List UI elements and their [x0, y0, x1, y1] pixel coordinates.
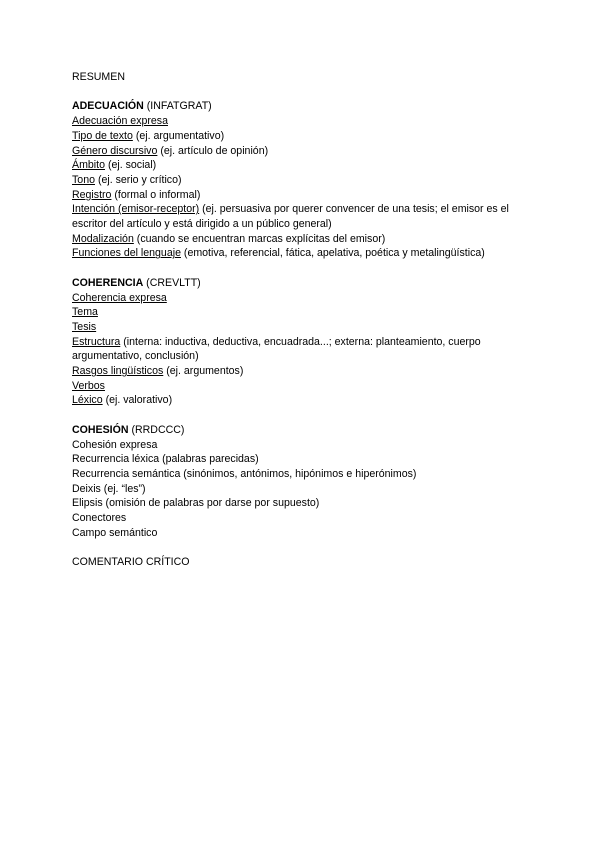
coherencia-item-estructura	[72, 335, 532, 364]
item-term: Coherencia expresa	[72, 291, 167, 304]
item-term: Registro	[72, 188, 112, 201]
item-term: Ámbito	[72, 159, 105, 172]
item-term: Género discursivo	[72, 144, 158, 157]
spacer	[72, 85, 532, 100]
item-term: Intención (emisor-receptor)	[72, 203, 200, 216]
spacer	[72, 540, 532, 555]
spacer	[72, 261, 532, 276]
resumen-title: RESUMEN	[72, 71, 125, 83]
coherencia-code: (CREVLTT)	[146, 276, 201, 289]
adecuacion-item-expresa	[72, 114, 532, 129]
adecuacion-item-modalizacion	[72, 232, 532, 247]
cohesion-item: Elipsis (omisión de palabras por darse por supuesto)	[72, 497, 320, 510]
item-desc: (ej. argumentos)	[166, 365, 244, 378]
item-desc: (interna: inductiva, deductiva, encuadrada...; externa: planteamiento, cuerpo argumentativo, conclusión)	[72, 335, 481, 363]
adecuacion-item-registro	[72, 188, 532, 203]
item-term: Estructura	[72, 335, 121, 348]
spacer	[72, 408, 532, 423]
adecuacion-item-tipo	[72, 129, 532, 144]
item-desc: (ej. serio y crítico)	[97, 173, 182, 186]
cohesion-item: Recurrencia léxica (palabras parecidas)	[72, 453, 259, 466]
coherencia-item-verbos	[72, 379, 532, 394]
item-term: Tono	[72, 173, 95, 186]
coherencia-title: COHERENCIA	[72, 276, 144, 289]
item-term: Tesis	[72, 320, 97, 333]
item-desc: (cuando se encuentran marcas explícitas del emisor)	[136, 232, 386, 245]
cohesion-item: Campo semántico	[72, 526, 158, 539]
coherencia-item-tema	[72, 305, 532, 320]
adecuacion-item-funciones	[72, 246, 532, 261]
item-term: Rasgos lingüísticos	[72, 365, 164, 378]
item-term: Funciones del lenguaje	[72, 247, 181, 260]
coherencia-heading	[72, 276, 532, 291]
adecuacion-item-genero	[72, 144, 532, 159]
cohesion-heading	[72, 423, 532, 438]
document-content	[72, 70, 532, 570]
item-desc: (ej. social)	[107, 159, 157, 172]
adecuacion-item-ambito	[72, 158, 532, 173]
coherencia-item-expresa	[72, 291, 532, 306]
cohesion-item: Deixis (ej. “les”)	[72, 482, 146, 495]
cohesion-item: Recurrencia semántica (sinónimos, antónimos, hipónimos e hiperónimos)	[72, 467, 417, 480]
adecuacion-title: ADECUACIÓN	[72, 100, 144, 113]
item-term: Verbos	[72, 379, 105, 392]
item-term: Tema	[72, 306, 98, 319]
item-term: Tipo de texto	[72, 129, 133, 142]
item-desc: (ej. artículo de opinión)	[160, 144, 269, 157]
cohesion-item: Conectores	[72, 512, 127, 525]
cohesion-code: (RRDCCC)	[131, 423, 185, 436]
adecuacion-code: (INFATGRAT)	[146, 100, 212, 113]
item-desc: (ej. persuasiva por querer convencer de una tesis; el emisor es el escritor del artículo y está dirigido a un público general)	[72, 203, 509, 231]
cohesion-item: Cohesión expresa	[72, 438, 158, 451]
coherencia-item-rasgos	[72, 364, 532, 379]
coherencia-item-tesis	[72, 320, 532, 335]
item-term: Modalización	[72, 232, 134, 245]
item-desc: (formal o informal)	[114, 188, 201, 201]
item-desc: (ej. argumentativo)	[135, 129, 225, 142]
cohesion-title: COHESIÓN	[72, 423, 129, 436]
item-term: Léxico	[72, 394, 103, 407]
item-desc: (emotiva, referencial, fática, apelativa, poética y metalingüística)	[183, 247, 485, 260]
coherencia-item-lexico	[72, 393, 532, 408]
adecuacion-item-tono	[72, 173, 532, 188]
adecuacion-heading	[72, 99, 532, 114]
item-term: Adecuación expresa	[72, 115, 168, 128]
adecuacion-item-intencion	[72, 202, 532, 231]
comentario-title: COMENTARIO CRÍTICO	[72, 556, 190, 569]
item-desc: (ej. valorativo)	[105, 394, 173, 407]
